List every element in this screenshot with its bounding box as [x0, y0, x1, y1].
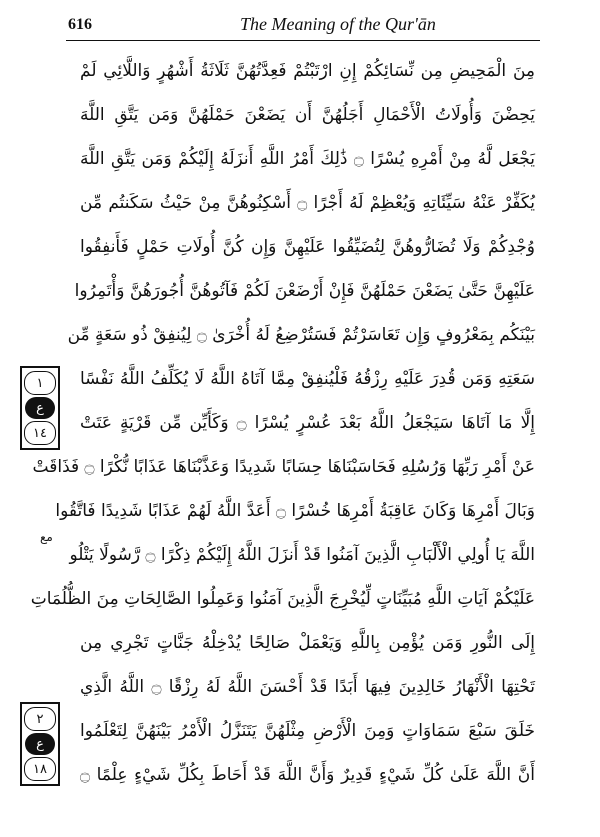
text-line-5: وُجْدِكُمْ وَلَا تُضَارُّوهُنَّ لِتُضَيِّقُوا عَلَيْهِنَّ وَإِن كُنَّ أُولَاتِ حَمْلٍ فَأَنفِقُوا — [80, 237, 535, 257]
ruku-marker-number: ٢ — [24, 707, 56, 731]
ruku-marker-number: ١ — [24, 371, 56, 395]
ruku-marker-sign: ع — [25, 733, 55, 755]
text-line-3: يَجْعَل لَّهُ مِنْ أَمْرِهِ يُسْرًا ۝ ذَٰلِكَ أَمْرُ اللَّهِ أَنزَلَهُ إِلَيْكُمْ وَمَن يَتَّقِ اللَّهَ — [80, 149, 535, 169]
text-line-16: خَلَقَ سَبْعَ سَمَاوَاتٍ وَمِنَ الْأَرْضِ مِثْلَهُنَّ يَتَنَزَّلُ الْأَمْرُ بَيْنَهُنَّ لِتَعْلَمُوا — [80, 721, 535, 741]
text-line-4: يُكَفِّرْ عَنْهُ سَيِّئَاتِهِ وَيُعْظِمْ لَهُ أَجْرًا ۝ أَسْكِنُوهُنَّ مِنْ حَيْثُ سَكَنتُم مِّن — [80, 193, 535, 213]
text-line-10: عَنْ أَمْرِ رَبِّهَا وَرُسُلِهِ فَحَاسَبْنَاهَا حِسَابًا شَدِيدًا وَعَذَّبْنَاهَا عَذَابًا نُّكْرًا ۝ فَذَاقَتْ — [32, 457, 535, 477]
text-line-15: تَحْتِهَا الْأَنْهَارُ خَالِدِينَ فِيهَا أَبَدًا قَدْ أَحْسَنَ اللَّهُ لَهُ رِزْقًا ۝ اللَّهُ الَّذِي — [80, 677, 535, 697]
text-line-11: وَبَالَ أَمْرِهَا وَكَانَ عَاقِبَةُ أَمْرِهَا خُسْرًا ۝ أَعَدَّ اللَّهُ لَهُمْ عَذَابًا شَدِيدًا فَاتَّقُوا — [55, 501, 535, 521]
page-number: 616 — [68, 16, 92, 33]
text-line-2: يَحِضْنَ وَأُولَاتُ الْأَحْمَالِ أَجَلُهُنَّ أَن يَضَعْنَ حَمْلَهُنَّ وَمَن يَتَّقِ اللَّهَ — [80, 105, 535, 125]
ruku-marker-2 — [20, 702, 60, 786]
text-line-9: إِلَّا مَا آتَاهَا سَيَجْعَلُ اللَّهُ بَعْدَ عُسْرٍ يُسْرًا ۝ وَكَأَيِّن مِّن قَرْيَةٍ عَتَتْ — [80, 413, 535, 433]
text-line-14: إِلَى النُّورِ وَمَن يُؤْمِن بِاللَّهِ وَيَعْمَلْ صَالِحًا يُدْخِلْهُ جَنَّاتٍ تَجْرِي مِن — [80, 633, 535, 653]
text-line-1: مِنَ الْمَحِيضِ مِن نِّسَائِكُمْ إِنِ ارْتَبْتُمْ فَعِدَّتُهُنَّ ثَلَاثَةُ أَشْهُرٍ وَاللَّائِي لَمْ — [80, 61, 535, 81]
margin-note: مع — [40, 530, 53, 544]
text-line-12: اللَّهَ يَا أُولِي الْأَلْبَابِ الَّذِينَ آمَنُوا قَدْ أَنزَلَ اللَّهُ إِلَيْكُمْ ذِكْرًا ۝ رَّسُولًا يَتْلُو — [69, 545, 535, 565]
ruku-marker-count: ١٤ — [24, 421, 56, 445]
text-line-7: بَيْنَكُم بِمَعْرُوفٍ وَإِن تَعَاسَرْتُمْ فَسَتُرْضِعُ لَهُ أُخْرَىٰ ۝ لِيُنفِقْ ذُو سَعَةٍ مِّن — [67, 325, 535, 345]
ruku-marker-sign: ع — [25, 397, 55, 419]
ruku-marker-1 — [20, 366, 60, 450]
running-title: The Meaning of the Qur'ān — [240, 14, 436, 34]
text-line-13: عَلَيْكُمْ آيَاتِ اللَّهِ مُبَيِّنَاتٍ لِّيُخْرِجَ الَّذِينَ آمَنُوا وَعَمِلُوا الصَّالِحَاتِ مِنَ الظُّلُمَاتِ — [30, 589, 535, 609]
text-line-8: سَعَتِهِ وَمَن قُدِرَ عَلَيْهِ رِزْقُهُ فَلْيُنفِقْ مِمَّا آتَاهُ اللَّهُ لَا يُكَلِّفُ اللَّهُ نَفْسًا — [80, 369, 535, 389]
text-line-17: أَنَّ اللَّهَ عَلَىٰ كُلِّ شَيْءٍ قَدِيرٌ وَأَنَّ اللَّهَ قَدْ أَحَاطَ بِكُلِّ شَيْءٍ عِلْمًا ۝ — [80, 765, 535, 785]
header-rule — [66, 40, 540, 41]
text-line-6: عَلَيْهِنَّ حَتَّىٰ يَضَعْنَ حَمْلَهُنَّ فَإِنْ أَرْضَعْنَ لَكُمْ فَآتُوهُنَّ أُجُورَهُنَّ وَأْتَمِرُوا — [74, 281, 535, 301]
ruku-marker-count: ١٨ — [24, 757, 56, 781]
